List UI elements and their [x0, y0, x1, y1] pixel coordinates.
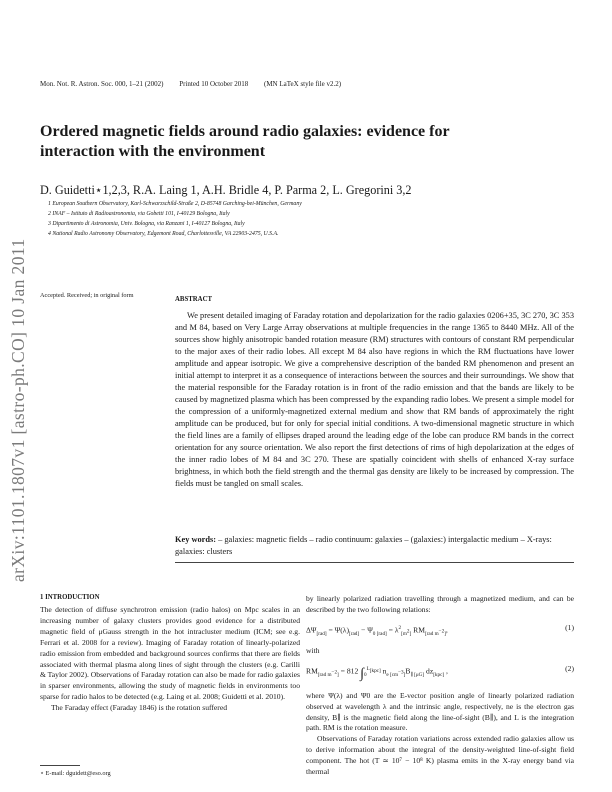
affiliation-item: 4 National Radio Astronomy Observatory, Edgemont Road, Charlottesville, VA 22903-2475, U.S.A.	[48, 231, 279, 237]
affiliations	[48, 199, 302, 239]
abstract-divider	[175, 562, 574, 563]
arxiv-stamp: arXiv:1101.1807v1 [astro-ph.CO] 10 Jan 2011	[8, 238, 28, 582]
intro-paragraph: Observations of Faraday rotation variations across extended radio galaxies allow us to derive information about the integral of the density-weighted line-of-sight field component. The hot (T ≃ 10⁷ − 10⁸ K) plasma emits in the X-ray energy band via thermal	[306, 734, 574, 777]
paper-title: Ordered magnetic fields around radio galaxies: evidence for interaction with the environment	[40, 123, 450, 160]
author-list: D. Guidetti⋆1,2,3, R.A. Laing 1, A.H. Bridle 4, P. Parma 2, L. Gregorini 3,2	[40, 183, 412, 197]
intro-paragraph: where Ψ(λ) and Ψ0 are the E-vector position angle of linearly polarized radiation observed at wavelength λ and the intrinsic angle, respectively, ne is the electron gas density, B∥ is the magnetic field along the line-of-sight (B∥), and L is the integration path. RM is the rotation measure.	[306, 690, 574, 733]
equation-2	[306, 661, 574, 687]
printed-date: Printed 10 October 2018	[179, 80, 249, 88]
equation-2-number: (2)	[565, 663, 574, 673]
keywords-text: – galaxies: magnetic fields – radio continuum: galaxies – (galaxies:) intergalactic medium – X-rays: galaxies: clusters	[175, 535, 552, 556]
right-column	[306, 594, 574, 778]
left-column	[40, 605, 300, 714]
affiliation-item: 1 European Southern Observatory, Karl-Schwarzschild-Straße 2, D-85748 Garching-bei-München, Germany	[48, 201, 302, 207]
with-label: with	[306, 645, 320, 655]
footnote-email: ⋆ E-mail: dguidett@eso.org	[40, 770, 111, 777]
journal-citation: Mon. Not. R. Astron. Soc. 000, 1–21 (2002)	[40, 80, 164, 88]
keywords-label: Key words:	[175, 535, 217, 544]
abstract-heading: ABSTRACT	[175, 296, 213, 303]
affiliation-item: 3 Dipartimento di Astronomia, Univ. Bologna, via Ranzani 1, I-40127 Bologna, Italy	[48, 221, 245, 227]
equation-1-math: $\Delta\Psi_{[rad]} = \Psi(\lambda)_{[rad]} - \Psi_{0 [rad]} = \lambda^2_{[m^2]}$ $RM_{[rad m^{-2}]}$,	[306, 624, 448, 637]
equation-2-math: $RM_{[rad m^{-2}]} = 812$ $\int_0^{L_{[kpc]}}$ $n_{e [cm^{-3}]}B_{\parallel [\mu G]}$ $dz_{[kpc]}$ ,	[306, 665, 448, 682]
intro-paragraph: by linearly polarized radiation travelling through a magnetized medium, and can be described by the two following relations:	[306, 594, 574, 614]
keywords	[175, 534, 574, 558]
abstract-text: We present detailed imaging of Faraday rotation and depolarization for the radio galaxies 0206+35, 3C 270, 3C 353 and M 84, based on Very Large Array observations at multiple frequencies in the range 1365 to 8440 MHz. All of the sources show highly anisotropic banded rotation measure (RM) structures with contours of constant RM perpendicular to the major axes of their radio lobes. All except M 84 also have regions in which the RM fluctuations have lower amplitude and appear isotropic. We give a comprehensive description of the banded RM phenomenon and present an initial attempt to interpret it as a consequence of interactions between the sources and their surroundings. We show that the material responsible for the Faraday rotation is in front of the radio emission and that the bands are likely to be caused by magnetized plasma which has been compressed by the expanding radio lobes. We present a simple model for the compression of a uniformly-magnetized external medium and show that RM bands of approximately the right amplitude can be produced, but for only for special initial conditions. A two-dimensional magnetic structure in which the field lines are a family of ellipses draped around the leading edge of the lobe can produce RM bands in the correct orientation for any source orientation. We also report the first detections of rims of high depolarization at the edges of the inner radio lobes of M 84 and 3C 270. These are spatially coincident with shells of enhanced X-ray surface brightness, in which both the field strength and the thermal gas density are likely to be increased by compression. The fields must be tangled on small scales.	[175, 311, 574, 488]
journal-header	[40, 80, 355, 88]
accepted-line: Accepted. Received; in original form	[40, 292, 134, 299]
equation-1-number: (1)	[565, 622, 574, 632]
intro-paragraph: The Faraday effect (Faraday 1846) is the rotation suffered	[51, 703, 227, 713]
section-heading-introduction: 1 INTRODUCTION	[40, 594, 100, 601]
affiliation-item: 2 INAF – Istituto di Radioastronomia, via Gobetti 101, I-40129 Bologna, Italy	[48, 211, 230, 217]
footnote-divider	[40, 765, 80, 766]
style-file-note: (MN LaTeX style file v2.2)	[264, 80, 342, 88]
intro-paragraph: The detection of diffuse synchrotron emission (radio halos) on Mpc scales in an increasing number of galaxy clusters provides good evidence for a distributed magnetic field of μGauss strength in the hot intracluster medium (ICM; see e.g. Ferrari et al. 2008 for a review). Imaging of Faraday rotation of linearly-polarized radio emission from embedded and background sources confirms that there are fields associated with thermal plasma along lines of sight through the clusters (e.g. Carilli & Taylor 2002). Observations of Faraday rotation can also be made for radio galaxies in sparser environments, allowing the study of magnetic fields in environments too sparse for radio halos to be detected (e.g. Laing et al. 2008; Guidetti et al. 2010).	[40, 605, 300, 702]
equation-1	[306, 620, 574, 642]
